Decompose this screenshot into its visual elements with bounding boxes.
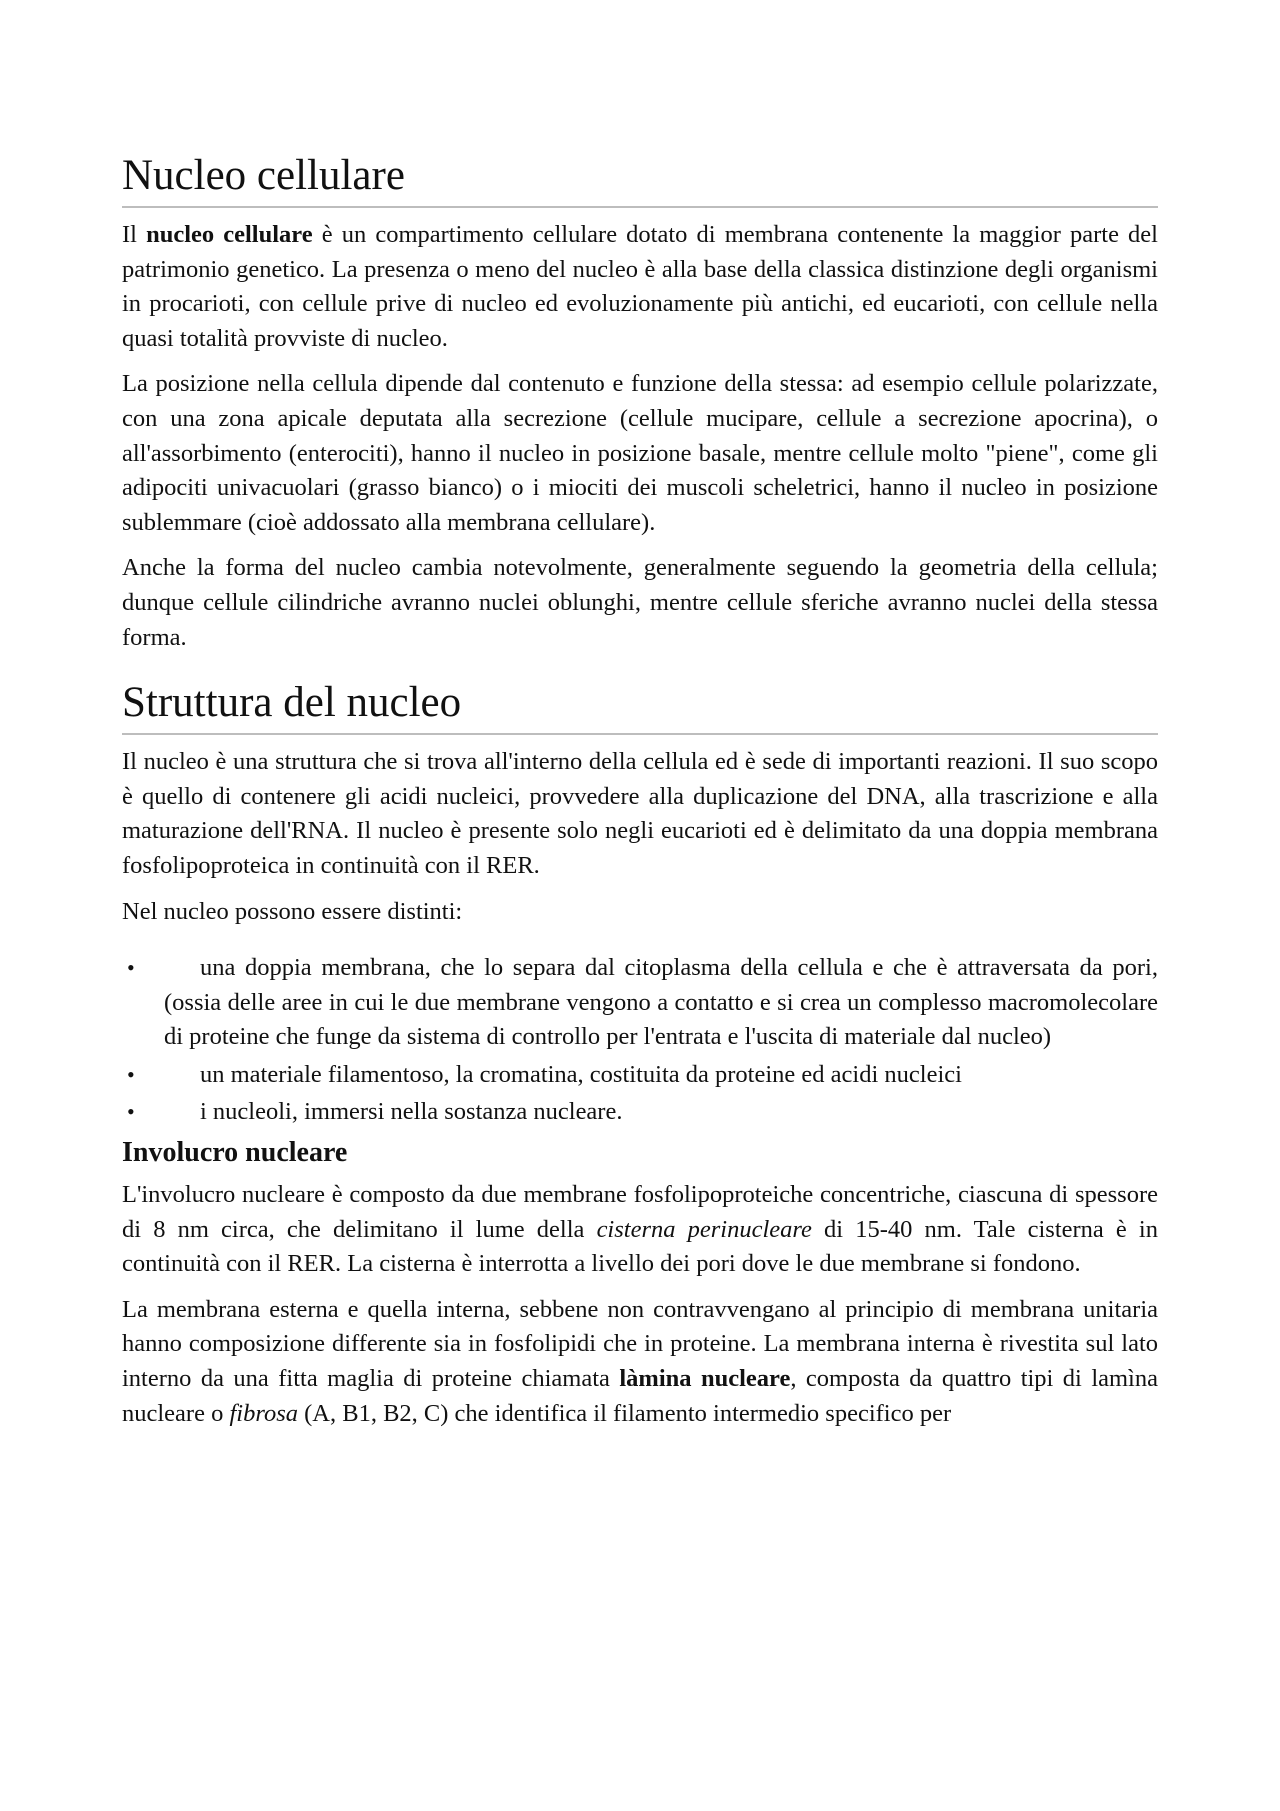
list-item: • una doppia membrana, che lo separa dal citoplasma della cellula e che è attraversata da pori, (ossia delle aree in cui le due membrane vengono a contatto e si crea un complesso macromolecolare di proteine che funge da sistema di controllo per l'entrata e l'uscita di materiale dal nucleo) [122, 951, 1158, 1055]
paragraph-struttura: Il nucleo è una struttura che si trova all'interno della cellula ed è sede di importanti reazioni. Il suo scopo è quello di contenere gli acidi nucleici, provvedere alla duplicazione del DNA, alla trascrizione e alla maturazione dell'RNA. Il nucleo è presente solo negli eucarioti ed è delimitato da una doppia membrana fosfolipoproteica in continuità con il RER. [122, 748, 1158, 879]
list-item: • un materiale filamentoso, la cromatina, costituita da proteine ed acidi nucleici [122, 1058, 1158, 1093]
paragraph-forma: Anche la forma del nucleo cambia notevolmente, generalmente seguendo la geometria della cellula; dunque cellule cilindriche avranno nuclei oblunghi, mentre cellule sferiche avranno nuclei della stessa forma. [122, 554, 1158, 651]
bullet-icon: • [127, 1061, 135, 1087]
paragraph-involucro: L'involucro nucleare è composto da due membrane fosfolipoproteiche concentriche, ciascuna di spessore di 8 nm circa, che delimitano il lume della cisterna perinucleare di 15-40 nm. Tale cisterna è in continuità con il RER. La cisterna è interrotta a livello dei pori dove le due membrane si fondono. [122, 1181, 1158, 1278]
heading-involucro-nucleare: Involucro nucleare [122, 1137, 348, 1169]
heading-struttura-del-nucleo: Struttura del nucleo [122, 677, 1158, 735]
document-page [122, 150, 1158, 1442]
italic-term-cisterna-perinucleare: cisterna perinucleare [596, 1215, 812, 1243]
bold-term-lamina-nucleare: làmina nucleare [619, 1365, 791, 1393]
paragraph-membrana: La membrana esterna e quella interna, sebbene non contravvengano al principio di membrana unitaria hanno composizione differente sia in fosfolipidi che in proteine. La membrana interna è rivestita sul lato interno da una fitta maglia di proteine chiamata làmina nucleare, composta da quattro tipi di lamìna nucleare o fibrosa (A, B1, B2, C) che identifica il filamento intermedio specifico per [122, 1295, 1158, 1427]
italic-term-fibrosa: fibrosa [229, 1399, 298, 1427]
bullet-icon: • [127, 955, 135, 981]
list-item: • i nucleoli, immersi nella sostanza nucleare. [122, 1095, 1158, 1130]
components-list [122, 951, 1158, 1130]
paragraph-intro: Il nucleo cellulare è un compartimento cellulare dotato di membrana contenente la maggior parte del patrimonio genetico. La presenza o meno del nucleo è alla base della classica distinzione degli organismi in procarioti, con cellule prive di nucleo ed evoluzionamente più antichi, ed eucarioti, con cellule nella quasi totalità provviste di nucleo. [122, 221, 1158, 352]
paragraph-posizione: La posizione nella cellula dipende dal contenuto e funzione della stessa: ad esempio cellule polarizzate, con una zona apicale deputata alla secrezione (cellule mucipare, cellule a secrezione apocrina), o all'assorbimento (enterociti), hanno il nucleo in posizione basale, mentre cellule molto "piene", come gli adipociti univacuolari (grasso bianco) o i miociti dei muscoli scheletrici, hanno il nucleo in posizione sublemmare (cioè addossato alla membrana cellulare). [122, 370, 1158, 536]
bullet-icon: • [127, 1099, 135, 1125]
paragraph-distinti: Nel nucleo possono essere distinti: [122, 897, 463, 925]
bold-term-nucleo-cellulare: nucleo cellulare [146, 221, 313, 248]
heading-nucleo-cellulare: Nucleo cellulare [122, 150, 1158, 208]
